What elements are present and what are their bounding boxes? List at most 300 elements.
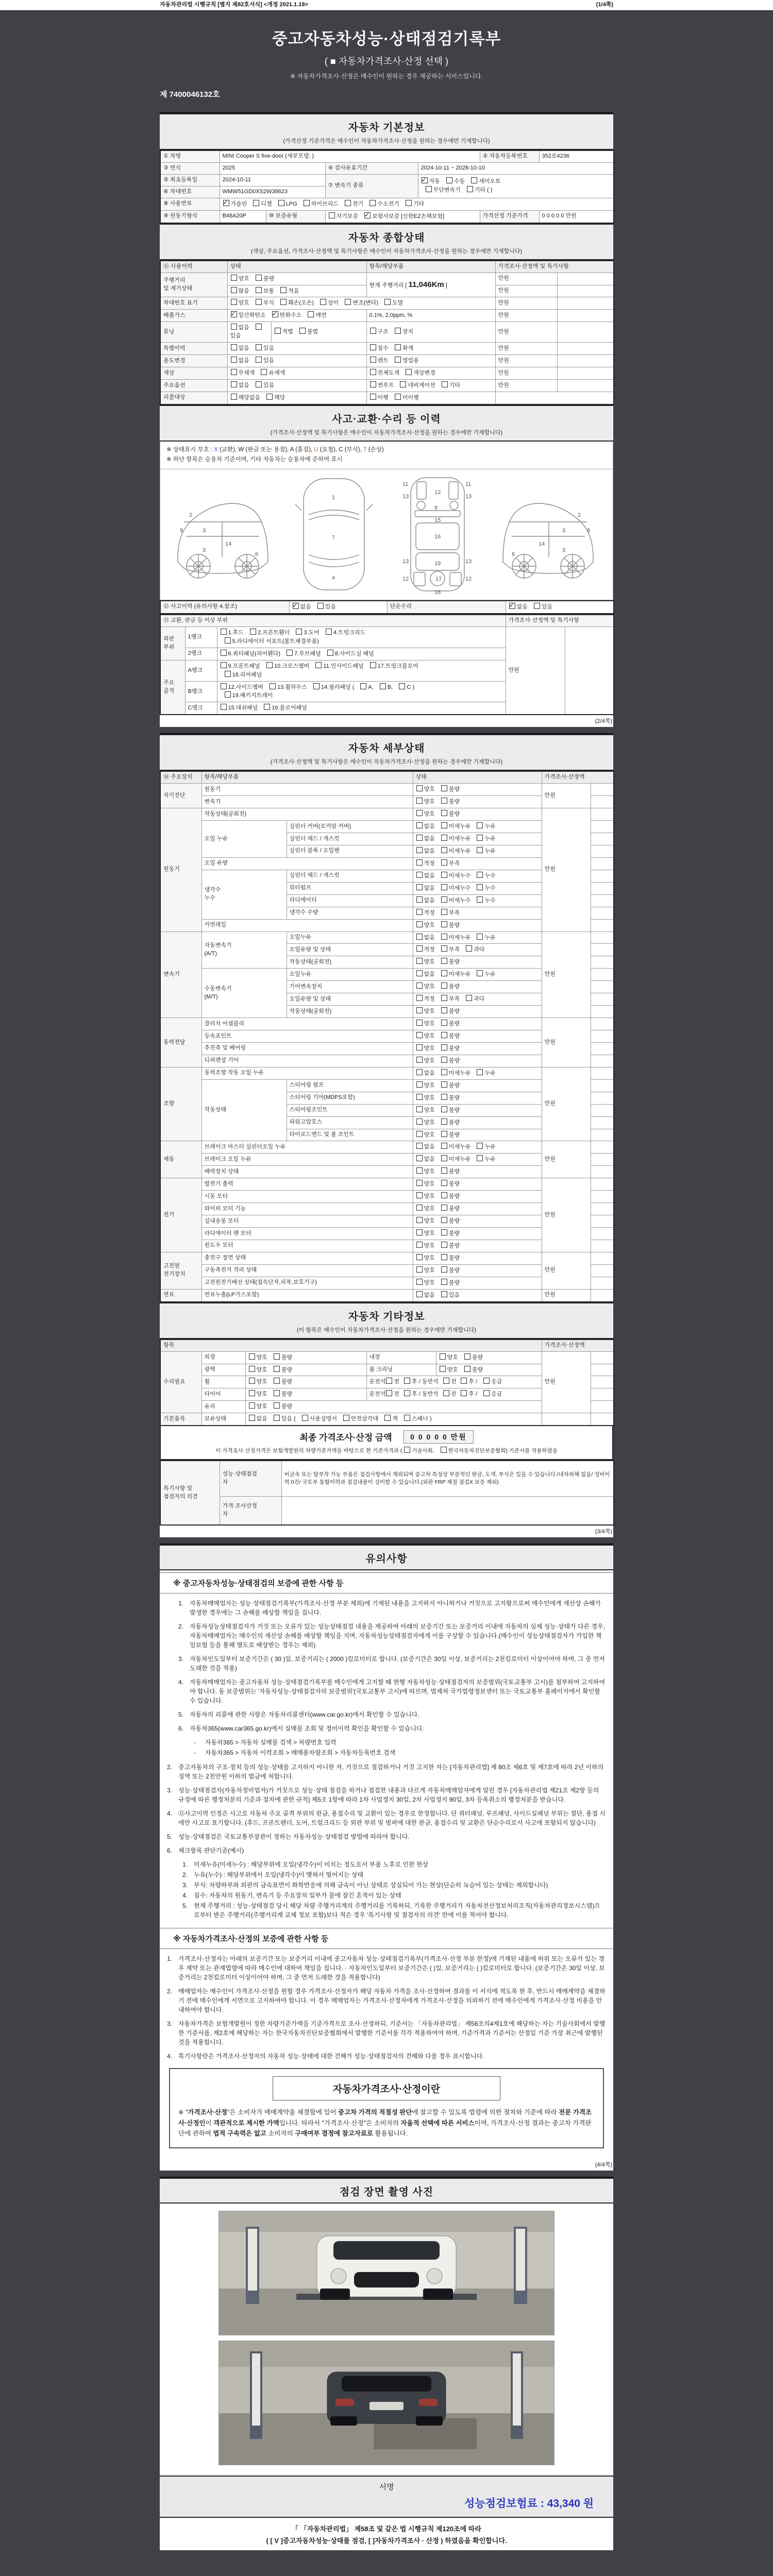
checkbox[interactable] — [370, 328, 376, 334]
checkbox[interactable] — [441, 909, 447, 915]
checkbox[interactable] — [317, 603, 324, 609]
checkbox[interactable] — [221, 650, 227, 656]
checkbox[interactable] — [406, 200, 412, 206]
notice-number: 6. — [178, 1725, 184, 1733]
checkbox-checked[interactable] — [272, 311, 278, 317]
cell: 수리필요 — [160, 1351, 201, 1413]
checkbox[interactable] — [426, 186, 432, 192]
checkbox[interactable] — [483, 1378, 490, 1384]
checkbox[interactable] — [416, 810, 423, 816]
checkbox[interactable] — [296, 629, 302, 635]
cell — [591, 1289, 614, 1301]
checkbox[interactable] — [274, 1353, 280, 1360]
cell: 만원 — [542, 1067, 591, 1141]
section-accident-history — [160, 405, 613, 442]
checkbox[interactable] — [441, 958, 447, 964]
checkbox[interactable] — [441, 1131, 447, 1137]
cell: 양호 불량 — [413, 919, 542, 931]
notice-text: 성능·상태점검자(자동차정비업자)가 거짓으로 성능·상태 점검을 하거나 점검한 내용과 다르게 자동차매매업자에게 알린 경우 [자동차관리법 제21조 제2항 등의 규정에 따른 행정처분의 기준과 절차에 관한 규칙] 제5조 1항에 따라 1차 사업정지 30일, 2차 사업정지 90일, 3차 등록취소의 행정처분을 받습니다. — [178, 1787, 599, 1804]
cell: 주요 골격 — [160, 660, 185, 715]
cell: 만원 — [495, 285, 557, 297]
checkbox[interactable] — [416, 822, 423, 828]
checkbox[interactable] — [416, 1180, 423, 1186]
cell: 보유상태 — [201, 1413, 245, 1426]
checkbox[interactable] — [270, 683, 276, 689]
notice-text: 중고자동차의 구조·장치 등의 성능·상태를 고지하지 아니한 자, 거짓으로 점검하거나 거짓 고지한 자는 [자동차관리법] 제 80조 제6호 및 제7호에 따라 2년 이하의 징역 또는 2천만원 이하의 벌금에 처합니다. — [178, 1764, 604, 1781]
checkbox-checked[interactable] — [422, 177, 428, 183]
checkbox[interactable] — [225, 637, 231, 643]
checkbox[interactable] — [441, 1081, 447, 1088]
checkbox[interactable] — [416, 1007, 423, 1013]
page-2 — [160, 733, 613, 1526]
checkbox[interactable] — [416, 982, 423, 989]
checkbox[interactable] — [221, 683, 227, 689]
checkbox[interactable] — [441, 1229, 447, 1235]
checkbox[interactable] — [416, 1057, 423, 1063]
cell: 양호 불량 — [413, 1030, 542, 1043]
checkbox[interactable] — [275, 328, 281, 334]
checkbox[interactable] — [264, 704, 270, 710]
cell: 양호 불량 — [413, 1055, 542, 1067]
checkbox[interactable] — [416, 934, 423, 940]
cell: 자기보증 ✓보험사보증 [신한EZ손해보험] — [325, 210, 480, 223]
checkbox[interactable] — [441, 1447, 447, 1453]
checkbox[interactable] — [443, 1378, 449, 1384]
cell: 없음 있음 — [413, 1289, 542, 1301]
page-4 — [160, 2177, 613, 2550]
checkbox[interactable] — [441, 872, 447, 878]
checkbox[interactable] — [304, 200, 310, 206]
section-subtitle: (가격산정 기준가격은 매수인이 자동차가격조사·산정을 원하는 경우에만 기재합니다) — [283, 138, 490, 144]
cell: 없음 미세누유 누유 — [413, 821, 542, 833]
checkbox[interactable] — [231, 344, 237, 350]
notice-text: 성능·상태점검은 국토교통부장관이 정하는 자동차성능·상태점검 방법에 따라야 합니다. — [178, 1833, 410, 1841]
checkbox[interactable] — [250, 629, 256, 635]
checkbox[interactable] — [274, 1366, 280, 1372]
checkbox[interactable] — [343, 1415, 349, 1421]
checkbox[interactable] — [299, 328, 306, 334]
legend-segment: (요철), — [318, 446, 339, 453]
checkbox[interactable] — [461, 1378, 467, 1384]
checkbox-checked[interactable] — [223, 200, 229, 206]
checkbox[interactable] — [441, 1279, 447, 1285]
checkbox[interactable] — [221, 704, 227, 710]
cell: 352로4236 — [539, 150, 614, 162]
checkbox[interactable] — [266, 662, 273, 668]
cell: 구동축전지 격리 상태 — [201, 1264, 413, 1277]
cell: 운전석 전 후 / 동반석 전 후 / 응급 — [366, 1388, 542, 1401]
checkbox[interactable] — [256, 299, 262, 305]
checkbox[interactable] — [466, 995, 472, 1001]
notice-outer-list — [167, 1762, 606, 1920]
checkbox[interactable] — [416, 1192, 423, 1198]
checkbox[interactable] — [441, 1205, 447, 1211]
checkbox[interactable] — [441, 1057, 447, 1063]
checkbox[interactable] — [416, 1266, 423, 1273]
checkbox[interactable] — [441, 1254, 447, 1260]
checkbox[interactable] — [477, 1143, 483, 1149]
checkbox[interactable] — [221, 662, 227, 668]
checkbox[interactable] — [278, 200, 284, 206]
checkbox[interactable] — [441, 1106, 447, 1112]
checkbox[interactable] — [416, 1118, 423, 1125]
cell: 양호 불량 — [413, 1252, 542, 1264]
cell: 브레이크 마스터 실린더오일 누유 — [201, 1141, 413, 1154]
cell: 추진축 및 베어링 — [201, 1042, 413, 1055]
checkbox[interactable] — [416, 847, 423, 853]
checkbox[interactable] — [534, 603, 540, 609]
checkbox[interactable] — [384, 299, 391, 305]
top-strip — [0, 0, 773, 11]
cell: B48A20P — [220, 210, 266, 223]
checkbox[interactable] — [404, 1415, 410, 1421]
inspection-photo-rear — [219, 2341, 554, 2465]
checkbox[interactable] — [416, 896, 423, 903]
cell — [557, 343, 614, 355]
cell: 실린더 블록 / 오일팬 — [287, 845, 413, 857]
cell: 없음 미세누유 누유 — [413, 833, 542, 845]
checkbox[interactable] — [441, 1180, 447, 1186]
section-title: 자동차 기타정보 — [348, 1311, 425, 1323]
checkbox[interactable] — [461, 1390, 467, 1396]
checkbox[interactable] — [416, 1106, 423, 1112]
checkbox[interactable] — [345, 200, 351, 206]
legend-segment: W — [238, 446, 244, 453]
checkbox[interactable] — [370, 381, 376, 387]
checkbox[interactable] — [477, 1155, 483, 1161]
checkbox[interactable] — [302, 1415, 308, 1421]
cell: 수동변속기 (M/T) — [201, 969, 287, 1018]
notice-subitem: 3. 부식: 차량하부와 외판의 금속표면이 화학반응에 의해 금속이 아닌 상태로 상실되어 가는 현상(단순히 녹슬어 있는 상태는 제외합니다) — [182, 1882, 548, 1889]
checkbox[interactable] — [466, 945, 472, 952]
checkbox[interactable] — [231, 394, 237, 400]
checkbox[interactable] — [320, 299, 326, 305]
photo-area — [160, 2204, 613, 2476]
checkbox[interactable] — [274, 1390, 280, 1396]
checkbox[interactable] — [477, 896, 483, 903]
checkbox[interactable] — [441, 835, 447, 841]
checkbox[interactable] — [416, 1291, 423, 1297]
checkbox[interactable] — [313, 683, 320, 689]
checkbox[interactable] — [231, 369, 237, 375]
checkbox[interactable] — [404, 1447, 410, 1453]
checkbox[interactable] — [416, 945, 423, 952]
checkbox[interactable] — [416, 958, 423, 964]
checkbox[interactable] — [370, 662, 376, 668]
checkbox[interactable] — [483, 1390, 490, 1396]
checkbox[interactable] — [441, 995, 447, 1001]
checkbox[interactable] — [249, 1353, 255, 1360]
cell: ⑦ 변속기 종류 — [325, 174, 418, 198]
checkbox[interactable] — [416, 1094, 423, 1100]
cell: 광택 — [201, 1364, 245, 1376]
checkbox[interactable] — [440, 1353, 446, 1360]
notice-subitem: 2. 누유(누수) : 해당부위에서 오일(냉각수)이 맺혀서 떨어지는 상태 — [182, 1871, 364, 1879]
checkbox[interactable] — [256, 357, 262, 363]
checkbox[interactable] — [441, 970, 447, 976]
checkbox[interactable] — [416, 872, 423, 878]
checkbox[interactable] — [266, 394, 273, 400]
checkbox[interactable] — [416, 1155, 423, 1161]
checkbox[interactable] — [441, 1291, 447, 1297]
checkbox-checked[interactable] — [231, 311, 237, 317]
cell — [591, 1079, 614, 1092]
checkbox[interactable] — [441, 1118, 447, 1125]
checkbox[interactable] — [441, 934, 447, 940]
checkbox[interactable] — [441, 859, 447, 866]
checkbox[interactable] — [416, 1279, 423, 1285]
checkbox[interactable] — [441, 810, 447, 816]
checkbox[interactable] — [249, 1402, 255, 1409]
checkbox[interactable] — [231, 287, 237, 293]
checkbox[interactable] — [416, 909, 423, 915]
notice-text: ⑫사고이력 인정은 사고로 자동차 주요 골격 부위의 판금, 용접수리 및 교환이 있는 경우로 한정합니다. 단 쿼터패널, 루프패널, 사이드실패널 부위는 절단, 용접 시에만 사고로 표기합니다. (후드, 프론트펜더, 도어, 트렁크리드 등 외판 부위 및 범퍼에 대한 판금, 용접수리 및 교환은 단순수리로서 사고에 포함되지 않습니다) — [178, 1810, 606, 1827]
checkbox[interactable] — [345, 299, 351, 305]
checkbox[interactable] — [441, 1217, 447, 1223]
checkbox[interactable] — [416, 1032, 423, 1038]
checkbox[interactable] — [249, 1390, 255, 1396]
checkbox[interactable] — [225, 671, 231, 677]
checkbox[interactable] — [308, 311, 314, 317]
checkbox[interactable] — [441, 1192, 447, 1198]
checkbox[interactable] — [231, 275, 237, 281]
checkbox[interactable] — [464, 1366, 470, 1372]
cell: 만원 — [495, 273, 557, 285]
checkbox[interactable] — [249, 1378, 255, 1384]
cell: 라디에이터 팬 모터 — [201, 1228, 413, 1240]
cell: 특기사항 및 점검자의 의견 — [160, 1461, 220, 1525]
checkbox[interactable] — [416, 1167, 423, 1174]
checkbox[interactable] — [256, 287, 262, 293]
cell — [591, 1364, 614, 1376]
checkbox[interactable] — [384, 1415, 391, 1421]
cell: 특별이력 — [160, 343, 227, 355]
checkbox[interactable] — [249, 1366, 255, 1372]
checkbox[interactable] — [442, 381, 448, 387]
checkbox[interactable] — [416, 1217, 423, 1223]
section-title: 사고·교환·수리 등 이력 — [332, 413, 441, 425]
checkbox[interactable] — [416, 995, 423, 1001]
checkbox[interactable] — [256, 324, 262, 330]
cell — [557, 355, 614, 367]
legend-segment: C — [339, 446, 343, 453]
checkbox[interactable] — [395, 357, 401, 363]
cell: 양호 불량 — [413, 1228, 542, 1240]
checkbox[interactable] — [395, 344, 401, 350]
cell — [591, 919, 614, 931]
notice-number: 5. — [167, 1833, 173, 1841]
checkbox[interactable] — [477, 970, 483, 976]
checkbox[interactable] — [400, 381, 406, 387]
checkbox[interactable] — [416, 921, 423, 927]
checkbox[interactable] — [416, 1205, 423, 1211]
notice-subitem: - 자동차365 > 자동차 실매물 검색 > 차량번호 입력 — [194, 1739, 337, 1747]
cell: 없음 미세누수 누수 — [413, 882, 542, 894]
checkbox-checked[interactable] — [509, 603, 515, 609]
checkbox[interactable] — [441, 1143, 447, 1149]
svg-text:7: 7 — [332, 534, 335, 541]
checkbox[interactable] — [386, 1390, 392, 1396]
checkbox[interactable] — [441, 896, 447, 903]
checkbox[interactable] — [441, 982, 447, 989]
checkbox[interactable] — [231, 299, 237, 305]
checkbox[interactable] — [416, 859, 423, 866]
cell: 양호 불량 — [413, 1277, 542, 1289]
checkbox[interactable] — [446, 177, 452, 183]
checkbox[interactable] — [416, 1069, 423, 1075]
checkbox[interactable] — [441, 1155, 447, 1161]
checkbox[interactable] — [416, 785, 423, 791]
svg-text:18: 18 — [434, 589, 441, 594]
checkbox[interactable] — [287, 650, 293, 656]
checkbox[interactable] — [441, 1032, 447, 1038]
notice-text: 자동차매매업자는 성능·상태점검기록부(가격조사·산정 부분 제외)에 기재된 내용을 고지하지 아니하거나 거짓으로 고지함으로써 매수인에게 재산상 손해가 발생한 경우에는 그 손해를 배상할 책임을 집니다. — [190, 1600, 601, 1617]
checkbox[interactable] — [441, 945, 447, 952]
status-code-legend — [166, 445, 607, 455]
checkbox[interactable] — [477, 884, 483, 890]
checkbox[interactable] — [441, 884, 447, 890]
checkbox[interactable] — [477, 822, 483, 828]
checkbox[interactable] — [416, 1242, 423, 1248]
checkbox[interactable] — [441, 1044, 447, 1050]
checkbox[interactable] — [441, 1020, 447, 1026]
checkbox[interactable] — [370, 357, 376, 363]
checkbox[interactable] — [370, 344, 376, 350]
cell — [591, 882, 614, 894]
checkbox[interactable] — [370, 369, 376, 375]
checkbox[interactable] — [360, 683, 366, 689]
checkbox[interactable] — [221, 629, 227, 635]
legend-segment: U — [314, 446, 318, 453]
checkbox[interactable] — [477, 1069, 483, 1075]
checkbox[interactable] — [274, 1402, 280, 1409]
checkbox[interactable] — [380, 683, 386, 689]
checkbox[interactable] — [441, 822, 447, 828]
cell: 적정 부족 과다 — [413, 993, 542, 1006]
notice-number: 2. — [167, 1764, 173, 1771]
checkbox[interactable] — [416, 884, 423, 890]
confirmation-statement — [160, 2518, 613, 2550]
checkbox[interactable] — [395, 394, 401, 400]
checkbox[interactable] — [404, 1378, 410, 1384]
checkbox[interactable] — [261, 369, 267, 375]
checkbox[interactable] — [441, 1167, 447, 1174]
checkbox[interactable] — [416, 798, 423, 804]
svg-text:8: 8 — [180, 527, 183, 534]
cell — [591, 1252, 614, 1264]
checkbox[interactable] — [467, 186, 473, 192]
page-mark-4: (4/4쪽) — [160, 2159, 613, 2171]
checkbox[interactable] — [416, 970, 423, 976]
checkbox[interactable] — [471, 177, 477, 183]
checkbox-checked[interactable] — [364, 212, 371, 218]
notice-body — [160, 1570, 613, 2159]
checkbox[interactable] — [416, 1229, 423, 1235]
checkbox[interactable] — [464, 1353, 470, 1360]
checkbox[interactable] — [416, 1081, 423, 1088]
checkbox[interactable] — [441, 847, 447, 853]
checkbox[interactable] — [329, 212, 335, 218]
cell: 냉각수 수량 — [287, 907, 413, 919]
checkbox[interactable] — [326, 629, 332, 635]
checkbox[interactable] — [327, 650, 333, 656]
checkbox[interactable] — [440, 1366, 446, 1372]
cell — [591, 1178, 614, 1191]
checkbox[interactable] — [441, 1266, 447, 1273]
cell: 없음 미세누유 누유 — [413, 845, 542, 857]
notice-item — [178, 1654, 606, 1673]
checkbox[interactable] — [231, 381, 237, 387]
checkbox[interactable] — [441, 798, 447, 804]
cell: 주요옵션 — [160, 380, 227, 392]
cell: 고전원 전기장치 — [160, 1252, 201, 1289]
checkbox[interactable] — [253, 200, 259, 206]
cell: ② 자동차등록번호 — [480, 150, 539, 162]
checkbox[interactable] — [441, 1069, 447, 1075]
cell: 변속기 — [160, 931, 201, 1018]
checkbox[interactable] — [416, 835, 423, 841]
checkbox[interactable] — [441, 921, 447, 927]
checkbox[interactable] — [274, 1415, 280, 1421]
checkbox[interactable] — [280, 287, 287, 293]
checkbox[interactable] — [441, 1007, 447, 1013]
cell: 적정 부족 — [413, 857, 542, 870]
checkbox[interactable] — [256, 381, 262, 387]
checkbox-checked[interactable] — [293, 603, 299, 609]
pricing-definition-body: ※ "가격조사·산정"은 소비자가 매매계약을 체결함에 있어 중고차 가격의 적절성 판단에 참고할 수 있도록 법령에 의한 절차와 기준에 따라 전문 가격조사·산정인이 객관적으로 제시한 가액입니다. 따라서 "가격조사·산정"은 소비자의 자율적 선택에 따른 서비스이며, 가격조사·산정 결과는 중고차 가격판단에 관하여 법적 구속력은 없고 소비자의 구매여부 결정에 참고자료로 활용됩니다. — [178, 2109, 592, 2138]
cell: 1랭크 — [185, 626, 217, 648]
svg-text:3: 3 — [562, 547, 566, 553]
checkbox[interactable] — [274, 1378, 280, 1384]
checkbox[interactable] — [416, 1143, 423, 1149]
cell: 스티어링 펌프 — [287, 1079, 413, 1092]
checkbox[interactable] — [477, 872, 483, 878]
checkbox[interactable] — [315, 662, 322, 668]
checkbox[interactable] — [477, 847, 483, 853]
cell: 2024-10-11 — [220, 174, 325, 186]
checkbox[interactable] — [416, 1254, 423, 1260]
cell: 전기 — [160, 1178, 201, 1252]
checkbox[interactable] — [225, 691, 231, 698]
checkbox[interactable] — [280, 299, 287, 305]
checkbox[interactable] — [416, 1131, 423, 1137]
checkbox[interactable] — [369, 200, 376, 206]
checkbox[interactable] — [249, 1415, 255, 1421]
section-etc-info — [160, 1302, 613, 1339]
checkbox[interactable] — [441, 1242, 447, 1248]
checkbox[interactable] — [395, 328, 401, 334]
checkbox[interactable] — [404, 1390, 410, 1396]
checkbox[interactable] — [477, 934, 483, 940]
checkbox[interactable] — [477, 835, 483, 841]
cell: 작동상태(공회전) — [287, 956, 413, 969]
checkbox[interactable] — [416, 1044, 423, 1050]
checkbox[interactable] — [386, 1378, 392, 1384]
checkbox[interactable] — [256, 344, 262, 350]
cell: 시동 모터 — [201, 1191, 413, 1203]
checkbox[interactable] — [441, 1094, 447, 1100]
checkbox[interactable] — [370, 394, 376, 400]
checkbox[interactable] — [443, 1390, 449, 1396]
checkbox[interactable] — [231, 357, 237, 363]
checkbox[interactable] — [231, 324, 237, 330]
checkbox[interactable] — [416, 1020, 423, 1026]
document-number: 제 7400046132호 — [160, 90, 220, 99]
checkbox[interactable] — [256, 275, 262, 281]
checkbox[interactable] — [441, 785, 447, 791]
checkbox[interactable] — [399, 683, 405, 689]
checkbox[interactable] — [406, 369, 412, 375]
